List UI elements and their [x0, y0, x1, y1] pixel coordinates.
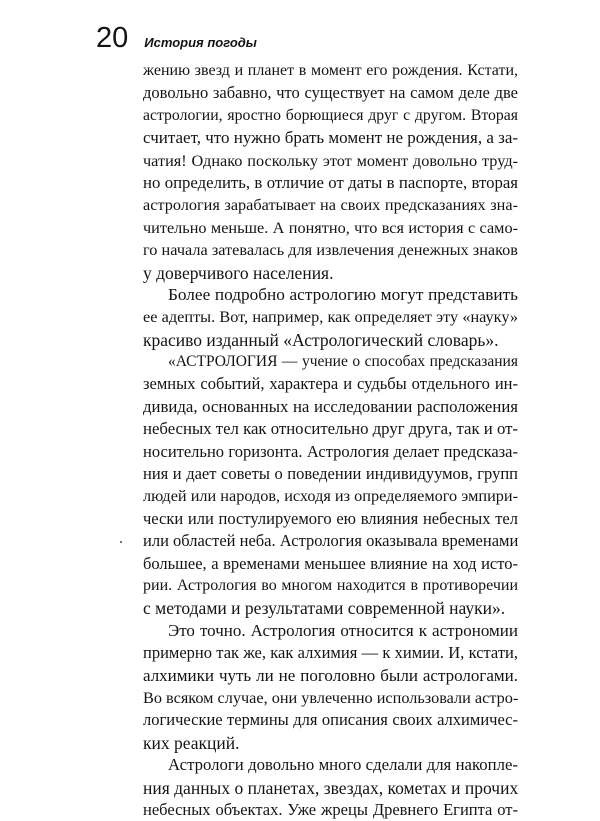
text-line: у доверчивого населения. — [143, 262, 334, 283]
body-text — [143, 60, 518, 821]
quote-line: или областей неба. Астрология оказывала временами — [143, 531, 519, 551]
text-line: жению звезд и планет в момент его рождения. Кстати, — [143, 62, 518, 79]
quote-line: носительно горизонта. Астрология делает предсказа- — [143, 441, 518, 461]
text-line: красиво изданный «Астрологический словарь». — [143, 329, 499, 350]
paragraph-start-line: Более подробно астрологию могут представить — [168, 284, 518, 304]
quote-line: рии. Астрология во многом находится в противоречии — [143, 576, 518, 594]
text-line: алхимики чуть ли не поголовно были астрологами. — [143, 665, 518, 685]
text-line: считает, что нужно брать момент не рождения, а за- — [143, 128, 519, 148]
text-line: го начала затевалась для извлечения денежных знаков — [143, 241, 518, 260]
paragraph-start-line: Астрологи довольно много сделали для накопле- — [168, 755, 518, 775]
running-title: История погоды — [144, 35, 257, 50]
text-line: но определить, в отличие от даты в паспорте, вторая — [143, 172, 518, 192]
text-line: ее адепты. Вот, например, как определяет эту «науку» — [143, 308, 518, 327]
text-line: ких реакций. — [143, 732, 240, 753]
text-line: логические термины для описания своих алхимичес- — [143, 710, 518, 730]
page-number: 20 — [96, 22, 129, 54]
text-line: астрологии, яростно борющиеся друг с другом. Вторая — [143, 106, 518, 124]
text-line: ния данных о планетах, звездах, кометах и прочих — [143, 777, 519, 798]
quote-line: с методами и результатами современной науки». — [143, 598, 506, 619]
text-line: довольно забавно, что существует на самом деле две — [143, 83, 518, 103]
quote-line: большее, а временами меньшее влияние на ход исто- — [143, 553, 518, 573]
quote-line: дивида, основанных на исследовании расположения — [143, 396, 518, 416]
quote-line: небесных тел как относительно друг друга, так и от- — [143, 419, 518, 439]
quote-line: чески или постулируемого ею влияния небесных тел — [143, 508, 518, 528]
paragraph-start-line: Это точно. Астрология относится к астрономии — [168, 620, 518, 640]
running-header — [96, 24, 257, 53]
text-line: примерно так же, как алхимия — к химии. И, кстати, — [143, 643, 518, 663]
text-line: чатия! Однако поскольку этот момент довольно труд- — [143, 151, 518, 170]
text-line: чительно меньше. А понятно, что вся история с само- — [143, 218, 518, 237]
text-line: небесных объектах. Уже жрецы Древнего Египта от- — [143, 799, 518, 819]
text-line: Во всяком случае, они увлеченно использовали астро- — [143, 688, 519, 707]
quote-line: земных событий, характера и судьбы отдельного ин- — [143, 374, 518, 394]
quote-line: людей или народов, исходя из определяемого эмпири- — [143, 487, 518, 506]
print-speck — [120, 541, 122, 543]
quote-line: ния и дает советы о поведении индивидуумов, групп — [143, 464, 518, 484]
text-line: астрология зарабатывает на своих предсказаниях зна- — [143, 196, 518, 215]
quote-start-line: «АСТРОЛОГИЯ — учение о способах предсказания — [168, 353, 518, 371]
